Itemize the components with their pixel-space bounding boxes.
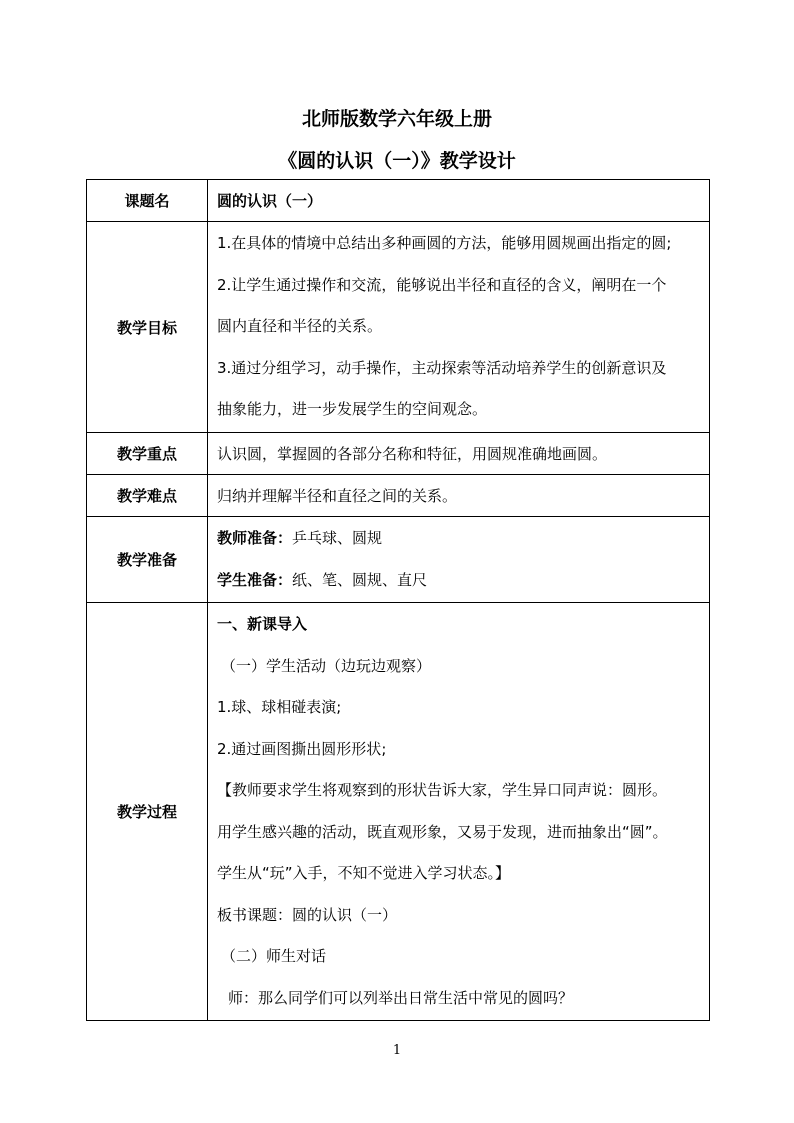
topic-value xyxy=(208,180,710,222)
preparation-content xyxy=(208,517,710,603)
process-subheading: （一）学生活动（边玩边观察） xyxy=(221,656,432,675)
document-subtitle: 《圆的认识（一）》教学设计 xyxy=(278,150,516,172)
student-preparation xyxy=(217,560,709,602)
difficulties-label: 教学难点 xyxy=(87,475,208,517)
preparation-label: 教学准备 xyxy=(87,517,208,603)
process-note: 学生从“玩”入手，不知不觉进入学习状态。】 xyxy=(217,864,511,882)
process-note: 用学生感兴趣的活动，既直观形象，又易于发现，进而抽象出“圆”。 xyxy=(217,822,668,841)
process-note: 【教师要求学生将观察到的形状告诉大家，学生异口同声说：圆形。 xyxy=(217,781,668,799)
goals-content xyxy=(208,222,710,433)
teacher-preparation-label: 教师准备： xyxy=(217,529,293,547)
process-label: 教学过程 xyxy=(87,603,208,1021)
goal-line: 3.通过分组学习，动手操作，主动探索等活动培养学生的创新意识及 xyxy=(217,358,667,377)
process-item: 1.球、球相碰表演; xyxy=(217,698,342,716)
process-section-heading: 一、新课导入 xyxy=(217,615,308,633)
topic-value-text: 圆的认识（一） xyxy=(217,192,323,210)
goals-label: 教学目标 xyxy=(87,222,208,433)
process-dialog: 师：那么同学们可以列举出日常生活中常见的圆吗？ xyxy=(228,988,574,1007)
teacher-preparation-value: 乒乓球、圆规 xyxy=(292,529,383,547)
key-points-label: 教学重点 xyxy=(87,433,208,475)
goal-line: 圆内直径和半径的关系。 xyxy=(217,317,383,336)
difficulties-value: 归纳并理解半径和直径之间的关系。 xyxy=(208,475,710,517)
key-points-value: 认识圆，掌握圆的各部分名称和特征，用圆规准确地画圆。 xyxy=(208,433,710,475)
topic-label: 课题名 xyxy=(87,180,208,222)
student-preparation-label: 学生准备： xyxy=(217,570,293,589)
student-preparation-value: 纸、笔、圆规、直尺 xyxy=(292,570,428,589)
goal-line: 1.在具体的情境中总结出多种画圆的方法，能够用圆规画出指定的圆; xyxy=(217,234,672,253)
process-subheading: （二）师生对话 xyxy=(221,947,327,965)
goal-line: 2.让学生通过操作和交流，能够说出半径和直径的含义，阐明在一个 xyxy=(217,275,667,294)
table-row xyxy=(87,517,710,603)
table-row xyxy=(87,475,710,517)
lesson-plan-table xyxy=(86,179,710,1021)
table-row xyxy=(87,433,710,475)
process-content xyxy=(208,603,710,1021)
process-item: 2.通过画图撕出圆形形状; xyxy=(217,739,387,758)
table-row xyxy=(87,603,710,1021)
teacher-preparation xyxy=(217,518,709,560)
document-title: 北师版数学六年级上册 xyxy=(301,108,492,130)
table-row xyxy=(87,222,710,433)
goal-line: 抽象能力，进一步发展学生的空间观念。 xyxy=(217,400,488,419)
page-number: 1 xyxy=(392,1043,402,1058)
table-row xyxy=(87,180,710,222)
process-board-title: 板书课题：圆的认识（一） xyxy=(217,905,398,924)
